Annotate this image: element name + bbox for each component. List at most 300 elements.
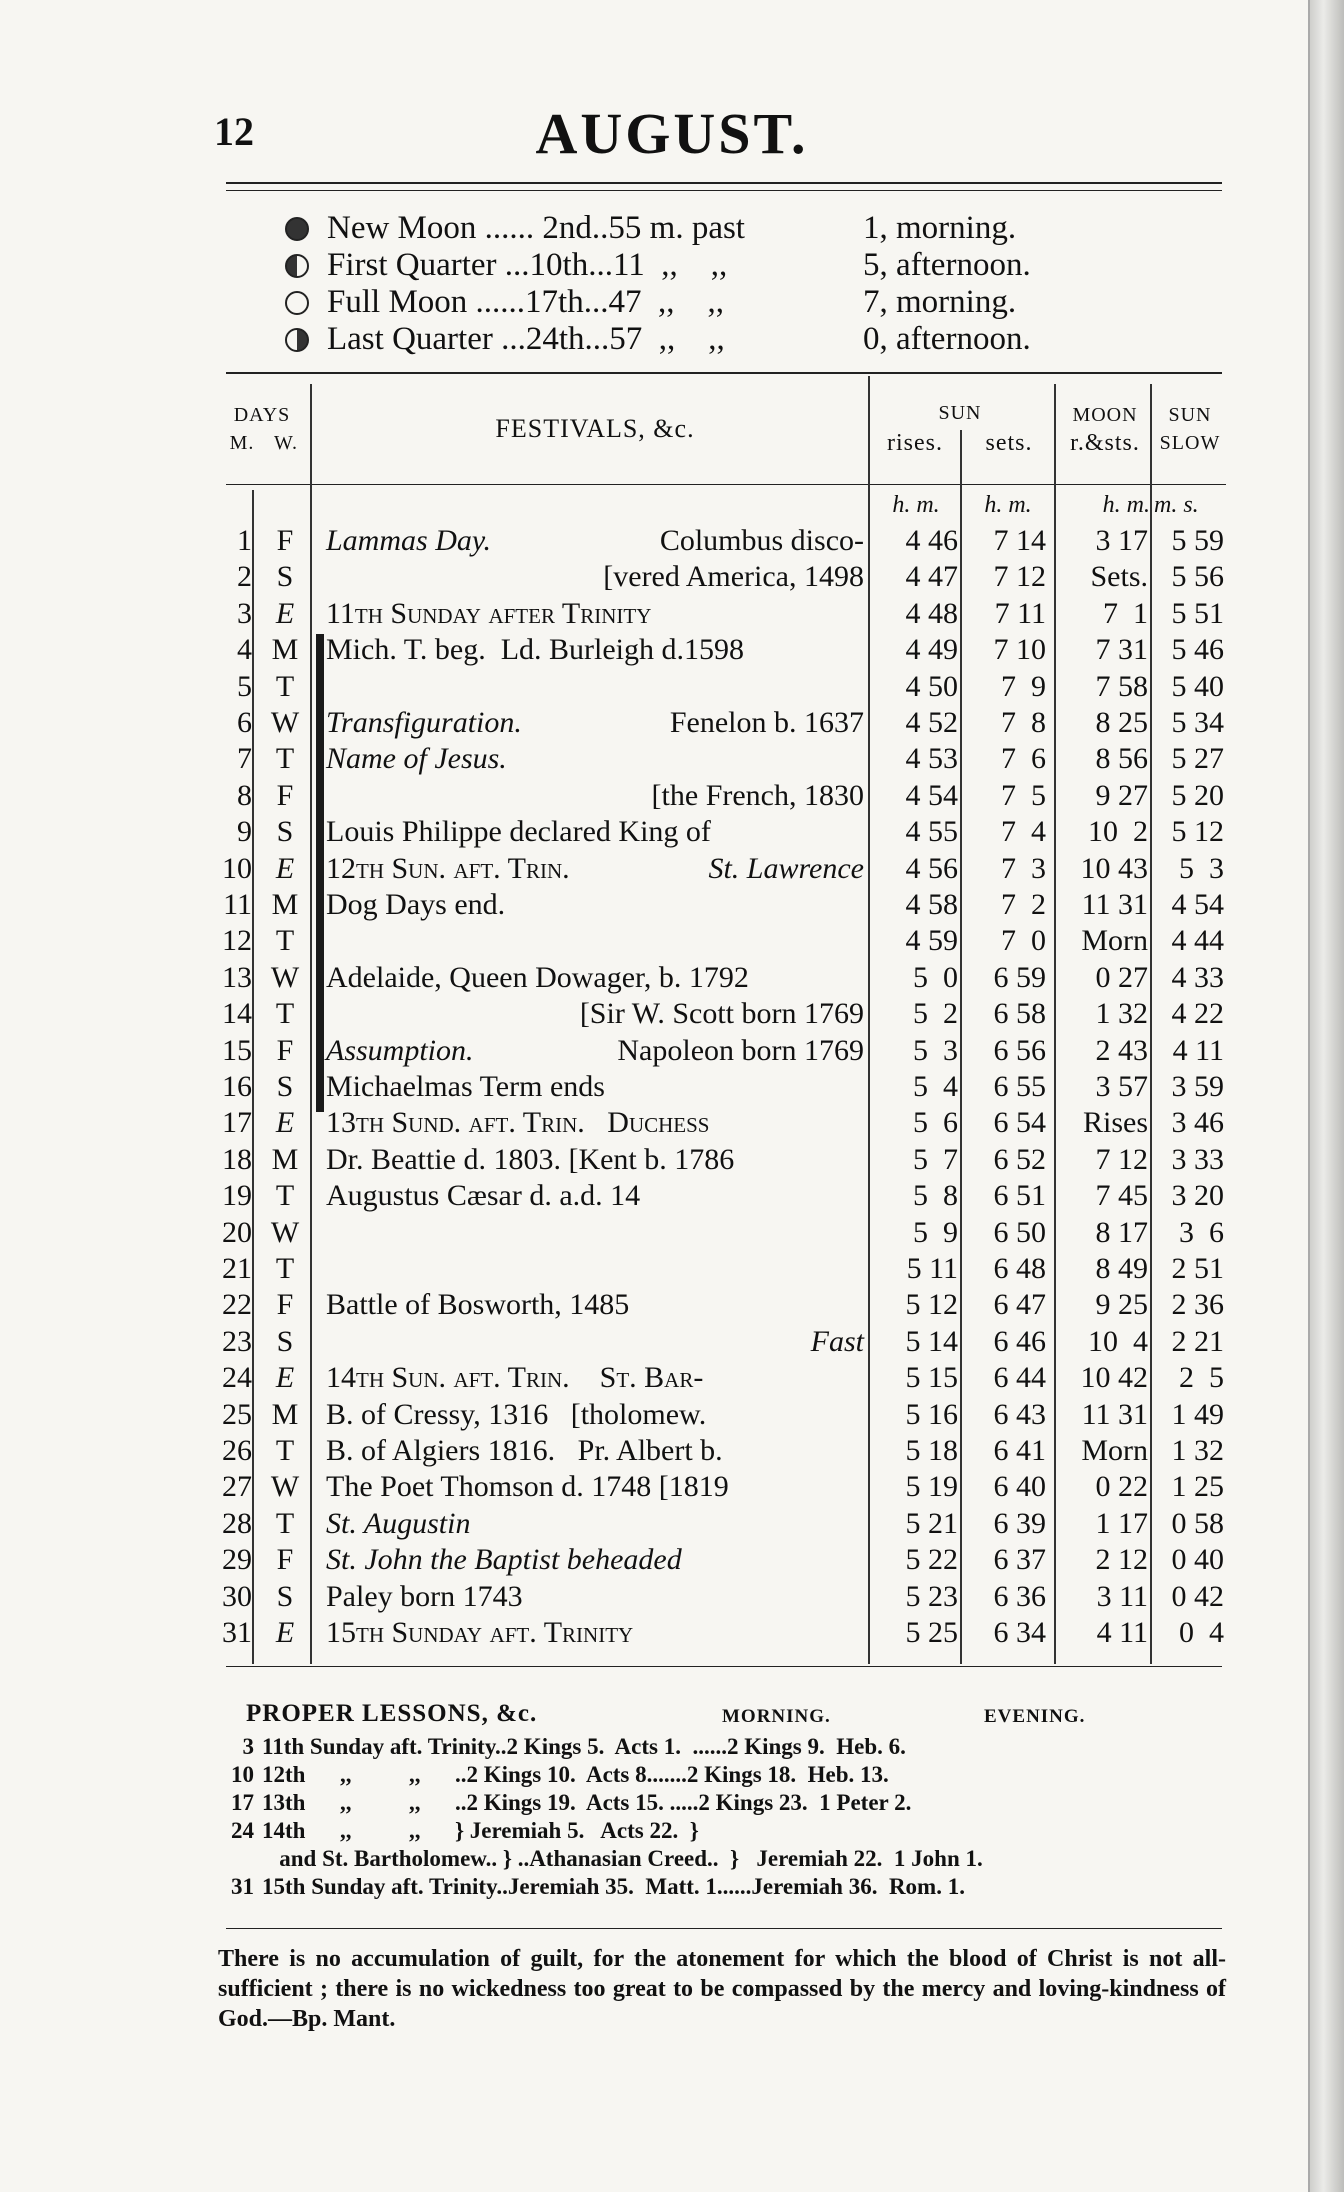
festival-text (326, 850, 864, 887)
moon-rise-set: 3 17 (1095, 524, 1148, 557)
calendar-row (0, 813, 1310, 850)
sun-set: 6 48 (993, 1252, 1046, 1285)
sun-slow: 2 21 (1171, 1324, 1224, 1358)
festival-text: Michaelmas Term ends (326, 1070, 605, 1103)
unit-slow: m. s. (1154, 492, 1199, 518)
lesson-day: 17 (231, 1790, 254, 1815)
sun-slow: 0 4 (1179, 1616, 1224, 1649)
sun-rise: 5 2 (913, 997, 958, 1031)
header-days: DAYS (233, 404, 291, 426)
day-of-week: T (275, 1179, 295, 1213)
page-number: 12 (214, 109, 254, 154)
day-of-month: 9 (237, 815, 252, 849)
moon-rise-set: 11 31 (1081, 1397, 1148, 1431)
sun-rise: 4 52 (905, 706, 958, 739)
day-of-month: 24 (222, 1361, 252, 1395)
festival-text (326, 704, 864, 741)
moon-rise-set: 8 49 (1095, 1252, 1148, 1285)
calendar-row (0, 922, 1310, 959)
sun-slow: 3 46 (1171, 1106, 1224, 1140)
lesson-text: 15th Sunday aft. Trinity..Jeremiah 35. Matt. 1......Jeremiah 36. Rom. 1. (262, 1874, 965, 1899)
first-quarter-icon (285, 254, 309, 278)
day-of-month: 20 (222, 1215, 252, 1249)
sun-set: 6 44 (993, 1361, 1046, 1395)
festival-text: B. of Cressy, 1316 [tholomew. (326, 1397, 707, 1431)
sun-rise: 5 15 (905, 1361, 958, 1395)
calendar-row (0, 1141, 1310, 1178)
day-of-week: E (275, 1616, 295, 1649)
festival-text: Mich. T. beg. Ld. Burleigh d.1598 (326, 633, 745, 667)
day-of-month: 18 (222, 1142, 252, 1176)
sun-rise: 5 4 (913, 1070, 958, 1103)
festival-text (326, 522, 864, 559)
day-of-month: 27 (222, 1470, 252, 1504)
calendar-row (0, 631, 1310, 668)
title-rule (226, 182, 1222, 184)
moon-phase-name: New Moon ...... 2nd..55 m. past (327, 210, 745, 246)
sun-rise: 4 46 (905, 524, 958, 557)
calendar-row (0, 1286, 1310, 1323)
moon-rise-set: 1 17 (1095, 1506, 1148, 1540)
closing-quote: There is no accumulation of guilt, for the atonement for which the blood of Christ is not all-sufficient ; there is no wickedness too great to be compassed by the mercy and loving-kindness of God.—Bp. Mant. (218, 1946, 1226, 2032)
moon-phase-name: First Quarter ...10th...11 ,, ,, (327, 247, 728, 283)
day-of-week: T (275, 1434, 295, 1467)
moon-rise-set: Rises (1082, 1106, 1148, 1140)
sun-slow: 5 46 (1171, 633, 1224, 667)
sun-slow: 4 44 (1171, 924, 1224, 958)
sun-rise: 5 25 (905, 1616, 958, 1649)
festival-text: [the French, 1830 (651, 778, 864, 812)
sun-set: 7 5 (1001, 778, 1046, 812)
moon-rise-set: 7 58 (1095, 669, 1148, 703)
moon-rise-set: 2 12 (1095, 1543, 1148, 1577)
sun-set: 7 8 (1001, 706, 1046, 739)
sun-rise: 5 0 (913, 960, 958, 994)
festival-name: Lammas Day. (326, 524, 492, 557)
calendar-row (0, 1068, 1310, 1105)
day-of-month: 6 (237, 706, 252, 739)
calendar-row (0, 1541, 1310, 1578)
moon-rise-set: 4 11 (1096, 1616, 1148, 1649)
moon-rise-set: 7 45 (1095, 1179, 1148, 1213)
festival-name: Assumption. (326, 1033, 474, 1067)
day-of-month: 10 (222, 851, 252, 885)
sun-set: 7 4 (1001, 815, 1046, 849)
lesson-row (218, 1874, 1228, 1902)
day-of-week: S (276, 1070, 294, 1103)
lesson-day: 31 (231, 1874, 254, 1899)
sun-rise: 4 53 (905, 742, 958, 776)
page-edge (1310, 0, 1344, 2192)
day-of-week: S (276, 560, 294, 594)
header-moon: MOON (1072, 404, 1138, 426)
sun-set: 6 54 (993, 1106, 1046, 1140)
day-of-week: W (270, 706, 300, 739)
day-of-week: M (271, 1142, 299, 1176)
sun-set: 7 9 (1001, 669, 1046, 703)
sun-set: 6 47 (993, 1288, 1046, 1322)
day-of-week: T (275, 924, 295, 958)
sun-set: 7 11 (994, 596, 1046, 630)
sun-set: 6 52 (993, 1142, 1046, 1176)
moon-rise-set: 8 25 (1095, 706, 1148, 739)
calendar-row (0, 1432, 1310, 1469)
lessons-evening: EVENING. (984, 1706, 1086, 1727)
header-rises: rises. (887, 430, 943, 456)
sun-rise: 5 22 (905, 1543, 958, 1577)
lesson-day: 3 (242, 1734, 254, 1759)
header-sets: sets. (985, 430, 1033, 456)
lesson-text: 13th ,, ,, ..2 Kings 19. Acts 15. .....2 Kings 23. 1 Peter 2. (262, 1790, 912, 1815)
sun-slow: 0 42 (1171, 1579, 1224, 1613)
sun-rise: 4 50 (905, 669, 958, 703)
moon-rise-set: 10 43 (1080, 851, 1148, 885)
day-of-week: W (270, 1215, 300, 1249)
calendar-row (0, 777, 1310, 814)
moon-phase-name: Full Moon ......17th...47 ,, ,, (327, 284, 724, 320)
festival-name: Transfiguration. (326, 706, 522, 739)
day-of-month: 11 (223, 888, 252, 921)
sun-set: 6 46 (993, 1324, 1046, 1358)
sun-set: 6 39 (993, 1506, 1046, 1540)
sun-slow: 1 49 (1171, 1397, 1224, 1431)
sun-rise: 5 6 (913, 1106, 958, 1140)
sun-set: 7 12 (993, 560, 1046, 594)
sun-rise: 5 3 (913, 1033, 958, 1067)
calendar-row (0, 1396, 1310, 1433)
moon-rise-set: 7 1 (1103, 596, 1148, 630)
day-of-month: 3 (237, 596, 252, 630)
moon-rise-set: Morn (1081, 1434, 1148, 1467)
festival-text: [vered America, 1498 (603, 560, 864, 594)
festival-text: St. John the Baptist beheaded (326, 1543, 682, 1577)
sun-set: 7 3 (1001, 851, 1046, 885)
day-of-week: F (276, 524, 294, 557)
sun-slow: 3 59 (1171, 1070, 1224, 1103)
table-top-rule (226, 372, 1222, 374)
sun-set: 6 55 (993, 1070, 1046, 1103)
day-of-week: E (275, 1361, 295, 1395)
sun-rise: 5 21 (905, 1506, 958, 1540)
moon-rise-set: 9 25 (1095, 1288, 1148, 1322)
calendar-row (0, 1614, 1310, 1651)
lessons-morning: MORNING. (722, 1706, 831, 1727)
day-of-month: 22 (222, 1288, 252, 1322)
day-of-week: F (276, 1288, 294, 1322)
lesson-row (218, 1818, 1228, 1846)
header-rule (226, 484, 1226, 485)
day-of-week: W (270, 1470, 300, 1504)
lesson-row (218, 1762, 1228, 1790)
festival-text: 11th Sunday after Trinity (326, 596, 652, 630)
sun-slow: 0 40 (1171, 1543, 1224, 1577)
day-of-week: E (275, 596, 295, 630)
moon-phase-time: 5, afternoon. (863, 247, 1031, 283)
moon-phase-row (285, 321, 1031, 358)
moon-rise-set: 2 43 (1095, 1033, 1148, 1067)
festival-text: Battle of Bosworth, 1485 (326, 1288, 630, 1322)
day-of-month: 23 (222, 1324, 252, 1358)
unit-set: h. m. (984, 492, 1032, 518)
day-of-month: 15 (222, 1033, 252, 1067)
lesson-row (218, 1790, 1228, 1818)
festival-text: Paley born 1743 (326, 1579, 523, 1613)
calendar-row (0, 1032, 1310, 1069)
day-of-week: T (275, 1506, 295, 1540)
festival-name: 12th Sun. aft. Trin. (326, 851, 570, 885)
sun-slow: 1 32 (1171, 1434, 1224, 1467)
sun-slow: 5 3 (1179, 851, 1224, 885)
day-of-month: 2 (237, 560, 252, 594)
festival-text: Dr. Beattie d. 1803. [Kent b. 1786 (326, 1142, 735, 1176)
page-title: AUGUST. (535, 101, 809, 166)
festival-text: 15th Sunday aft. Trinity (326, 1616, 634, 1649)
header-moon-rises-sets: r.&sts. (1070, 430, 1140, 456)
lesson-row (218, 1734, 1228, 1762)
sun-slow: 4 54 (1171, 888, 1224, 921)
sun-slow: 5 12 (1171, 815, 1224, 849)
lessons-header (218, 1700, 1228, 1734)
header-sun-slow: SUN (1168, 404, 1212, 426)
day-of-week: T (275, 1252, 295, 1285)
sun-set: 6 50 (993, 1215, 1046, 1249)
sun-slow: 3 33 (1171, 1142, 1224, 1176)
festival-text: Fast (810, 1324, 864, 1358)
calendar-row (0, 959, 1310, 996)
moon-phase-time: 7, morning. (863, 284, 1017, 320)
sun-rise: 5 23 (905, 1579, 958, 1613)
day-of-week: M (271, 1397, 299, 1431)
sun-rise: 5 8 (913, 1179, 958, 1213)
lesson-text: 12th ,, ,, ..2 Kings 10. Acts 8.......2 Kings 18. Heb. 13. (262, 1762, 889, 1787)
moon-rise-set: 7 31 (1095, 633, 1148, 667)
moon-rise-set: 8 17 (1095, 1215, 1148, 1249)
title-rule-thin (226, 190, 1222, 191)
sun-rise: 4 48 (905, 596, 958, 630)
moon-rise-set: Morn (1081, 924, 1148, 958)
new-moon-icon (285, 217, 309, 241)
sun-rise: 4 56 (905, 851, 958, 885)
sun-slow: 2 5 (1179, 1361, 1224, 1395)
moon-rise-set: 10 4 (1088, 1324, 1148, 1358)
festival-text: 13th Sund. aft. Trin. Duchess (326, 1106, 710, 1140)
sun-slow: 5 59 (1171, 524, 1224, 557)
day-of-month: 16 (222, 1070, 252, 1103)
festival-note: Napoleon born 1769 (617, 1033, 864, 1067)
calendar-row (0, 595, 1310, 632)
calendar-row (0, 522, 1310, 559)
sun-slow: 5 56 (1171, 560, 1224, 594)
moon-phase-row (285, 247, 1031, 284)
sun-slow: 5 34 (1171, 706, 1224, 739)
calendar-row (0, 1505, 1310, 1542)
day-of-month: 4 (237, 633, 252, 667)
sun-set: 6 40 (993, 1470, 1046, 1504)
sun-slow: 4 11 (1172, 1033, 1224, 1067)
header-sun: SUN (938, 402, 982, 424)
day-of-week: E (275, 851, 295, 885)
lesson-text: 11th Sunday aft. Trinity..2 Kings 5. Acts 1. ......2 Kings 9. Heb. 6. (262, 1734, 906, 1759)
day-of-month: 1 (237, 524, 252, 557)
moon-rise-set: Sets. (1090, 560, 1148, 594)
day-of-week: F (276, 1543, 294, 1577)
moon-rise-set: 11 31 (1081, 888, 1148, 921)
sun-slow: 3 6 (1179, 1215, 1224, 1249)
moon-rise-set: 7 12 (1095, 1142, 1148, 1176)
day-of-month: 8 (237, 778, 252, 812)
day-of-week: T (275, 997, 295, 1031)
day-of-week: S (276, 1579, 294, 1613)
sun-set: 6 43 (993, 1397, 1046, 1431)
sun-rise: 5 11 (906, 1252, 958, 1285)
moon-rise-set: 8 56 (1095, 742, 1148, 776)
moon-rise-set: 10 42 (1080, 1361, 1148, 1395)
calendar-row (0, 740, 1310, 777)
day-of-month: 21 (222, 1252, 252, 1285)
festival-text: B. of Algiers 1816. Pr. Albert b. (326, 1434, 723, 1467)
sun-rise: 4 54 (905, 778, 958, 812)
calendar-row (0, 1250, 1310, 1287)
sun-rise: 5 18 (905, 1434, 958, 1467)
day-of-week: M (271, 633, 299, 667)
festival-text: [Sir W. Scott born 1769 (579, 997, 864, 1031)
table-bottom-rule (226, 1666, 1222, 1667)
sun-set: 6 58 (993, 997, 1046, 1031)
day-of-month: 29 (222, 1543, 252, 1577)
sun-slow: 2 36 (1171, 1288, 1224, 1322)
festival-text: The Poet Thomson d. 1748 [1819 (326, 1470, 729, 1504)
sun-set: 7 2 (1001, 888, 1046, 921)
proper-lessons (218, 1700, 1228, 1902)
lesson-day: 24 (231, 1818, 254, 1843)
sun-set: 7 6 (1001, 742, 1046, 776)
calendar-row (0, 704, 1310, 741)
sun-slow: 2 51 (1171, 1252, 1224, 1285)
festival-text: Adelaide, Queen Dowager, b. 1792 (326, 960, 749, 994)
day-of-week: T (275, 742, 295, 776)
sun-slow: 3 20 (1171, 1179, 1224, 1213)
calendar-row (0, 886, 1310, 923)
sun-slow: 0 58 (1171, 1506, 1224, 1540)
calendar-row (0, 1359, 1310, 1396)
calendar-row (0, 1177, 1310, 1214)
moon-rise-set: 0 27 (1095, 960, 1148, 994)
sun-rise: 4 55 (905, 815, 958, 849)
day-of-month: 19 (222, 1179, 252, 1213)
day-of-month: 28 (222, 1506, 252, 1540)
festival-text: Louis Philippe declared King of (326, 815, 711, 849)
sun-set: 6 41 (993, 1434, 1046, 1467)
sun-set: 6 59 (993, 960, 1046, 994)
day-of-month: 31 (222, 1616, 252, 1649)
sun-slow: 5 51 (1171, 596, 1224, 630)
lesson-text: 14th ,, ,, } Jeremiah 5. Acts 22. } (262, 1818, 699, 1843)
unit-moon: h. m. (1102, 492, 1150, 518)
calendar-row (0, 1578, 1310, 1615)
festival-text: Augustus Cæsar d. a.d. 14 (326, 1179, 641, 1213)
sun-rise: 4 49 (905, 633, 958, 667)
header-slow: SLOW (1159, 432, 1221, 454)
day-of-week: E (275, 1106, 295, 1140)
day-of-month: 25 (222, 1397, 252, 1431)
header-festivals: FESTIVALS, &c. (495, 414, 695, 443)
lessons-rows (218, 1734, 1228, 1902)
quote-rule (226, 1928, 1222, 1929)
festival-note: Columbus disco- (659, 524, 864, 557)
calendar-row (0, 1104, 1310, 1141)
sun-set: 6 37 (993, 1543, 1046, 1577)
festival-note: Fenelon b. 1637 (669, 706, 864, 739)
day-of-month: 13 (222, 960, 252, 994)
sun-set: 7 0 (1001, 924, 1046, 958)
moon-rise-set: 1 32 (1095, 997, 1148, 1031)
sun-rise: 5 14 (905, 1324, 958, 1358)
moon-phase-name: Last Quarter ...24th...57 ,, ,, (327, 321, 725, 357)
sun-set: 6 56 (993, 1033, 1046, 1067)
festival-text: St. Augustin (326, 1506, 471, 1540)
full-moon-icon (285, 291, 309, 315)
day-of-month: 5 (237, 669, 252, 703)
day-of-month: 14 (222, 997, 252, 1031)
festival-note: St. Lawrence (708, 851, 864, 885)
sun-slow: 1 25 (1171, 1470, 1224, 1504)
sun-set: 6 36 (993, 1579, 1046, 1613)
lesson-row (218, 1846, 1228, 1874)
calendar-row (0, 1214, 1310, 1251)
day-of-week: S (276, 815, 294, 849)
calendar-row (0, 668, 1310, 705)
moon-phases (285, 210, 1031, 358)
header-week-day: W. (273, 432, 299, 454)
calendar-row (0, 995, 1310, 1032)
header-month-day: M. (229, 432, 255, 454)
moon-rise-set: 0 22 (1095, 1470, 1148, 1504)
sun-set: 6 51 (993, 1179, 1046, 1213)
moon-phase-time: 1, morning. (863, 210, 1017, 246)
moon-rise-set: 3 11 (1096, 1579, 1148, 1613)
sun-set: 7 14 (993, 524, 1046, 557)
moon-phase-time: 0, afternoon. (863, 321, 1031, 357)
day-of-week: F (276, 778, 294, 812)
day-of-week: W (270, 960, 300, 994)
moon-rise-set: 10 2 (1088, 815, 1148, 849)
festival-text (326, 1032, 864, 1069)
sun-rise: 4 47 (905, 560, 958, 594)
day-of-month: 12 (222, 924, 252, 958)
sun-slow: 5 40 (1171, 669, 1224, 703)
sun-rise: 5 19 (905, 1470, 958, 1504)
calendar-row (0, 1323, 1310, 1360)
festival-text: Dog Days end. (326, 888, 506, 921)
day-of-month: 26 (222, 1434, 252, 1467)
sun-rise: 5 7 (913, 1142, 958, 1176)
day-of-week: T (275, 669, 295, 703)
calendar-row (0, 1468, 1310, 1505)
moon-rise-set: 9 27 (1095, 778, 1148, 812)
sun-set: 6 34 (993, 1616, 1046, 1649)
sun-slow: 4 33 (1171, 960, 1224, 994)
lessons-title: PROPER LESSONS, &c. (246, 1700, 538, 1727)
sun-rise: 5 12 (905, 1288, 958, 1322)
sun-rise: 4 59 (905, 924, 958, 958)
lesson-text: and St. Bartholomew.. } ..Athanasian Creed.. } Jeremiah 22. 1 John 1. (262, 1846, 983, 1871)
day-of-week: S (276, 1324, 294, 1358)
moon-phase-row (285, 284, 1031, 321)
day-of-week: M (271, 888, 299, 921)
day-of-month: 7 (237, 742, 252, 776)
moon-phase-row (285, 210, 1031, 247)
calendar-row (0, 850, 1310, 887)
